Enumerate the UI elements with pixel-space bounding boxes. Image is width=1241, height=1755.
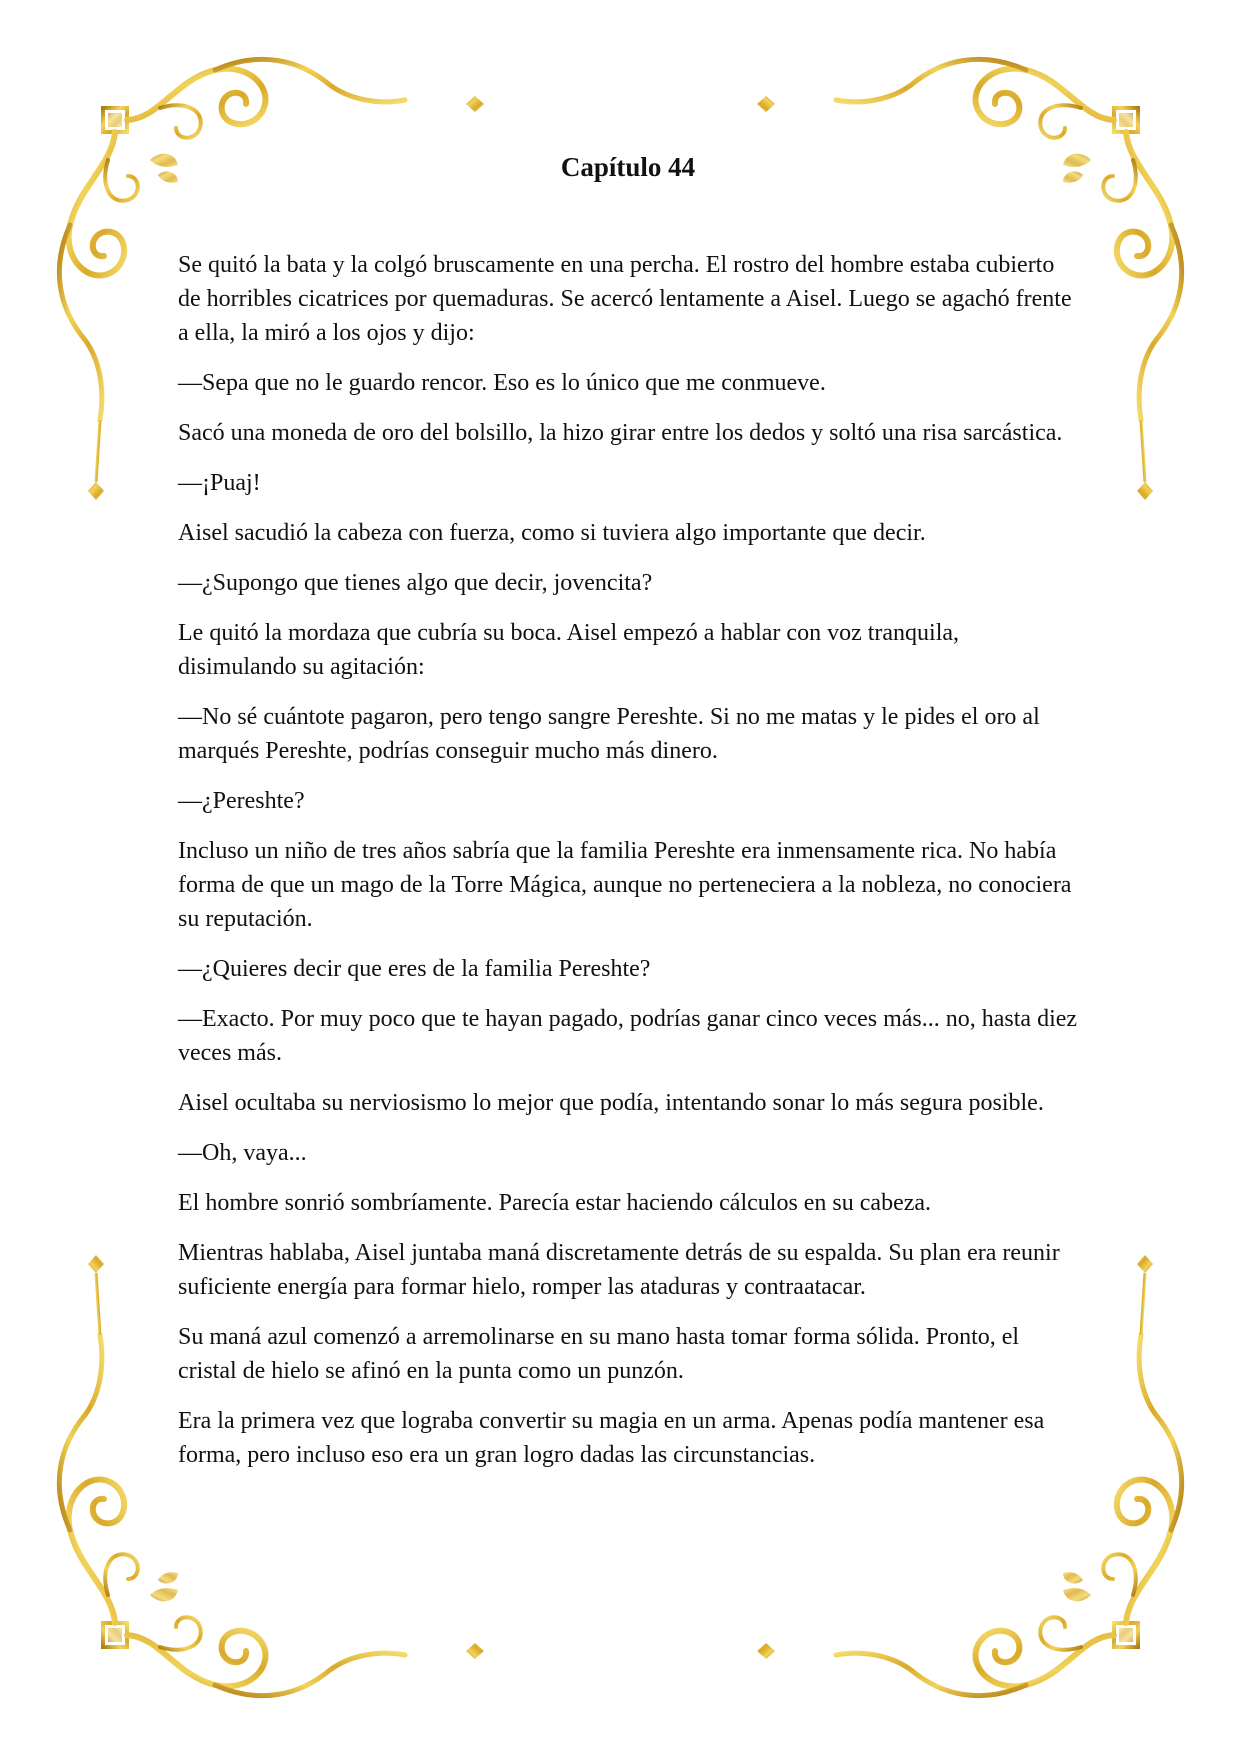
document-page xyxy=(178,150,1078,1488)
paragraph: Era la primera vez que lograba convertir su magia en un arma. Apenas podía mantener esa forma, pero incluso eso era un gran logro dadas las circunstancias. xyxy=(178,1408,1045,1468)
paragraph: Sacó una moneda de oro del bolsillo, la hizo girar entre los dedos y soltó una risa sarcástica. xyxy=(178,420,1063,446)
chapter-title: Capítulo 44 xyxy=(560,152,696,182)
paragraph: Le quitó la mordaza que cubría su boca. Aisel empezó a hablar con voz tranquila, disimulando su agitación: xyxy=(178,620,960,680)
paragraph: —¿Quieres decir que eres de la familia Pereshte? xyxy=(178,956,651,982)
paragraph: Mientras hablaba, Aisel juntaba maná discretamente detrás de su espalda. Su plan era reunir suficiente energía para formar hielo, romper las ataduras y contraatacar. xyxy=(178,1240,1060,1300)
paragraph: El hombre sonrió sombríamente. Parecía estar haciendo cálculos en su cabeza. xyxy=(178,1190,932,1216)
paragraph: —¿Pereshte? xyxy=(178,788,305,814)
paragraph: Se quitó la bata y la colgó bruscamente en una percha. El rostro del hombre estaba cubierto de horribles cicatrices por quemaduras. Se acercó lentamente a Aisel. Luego se agachó frente a ella, la miró a los ojos y dijo: xyxy=(178,252,1072,346)
paragraph: Incluso un niño de tres años sabría que la familia Pereshte era inmensamente rica. No había forma de que un mago de la Torre Mágica, aunque no perteneciera a la nobleza, no conociera su reputación. xyxy=(178,838,1072,932)
paragraph: Aisel ocultaba su nerviosismo lo mejor que podía, intentando sonar lo más segura posible. xyxy=(178,1090,1044,1116)
paragraph: —Sepa que no le guardo rencor. Eso es lo único que me conmueve. xyxy=(178,370,826,396)
paragraph: —Exacto. Por muy poco que te hayan pagado, podrías ganar cinco veces más... no, hasta diez veces más. xyxy=(178,1006,1078,1066)
paragraph: —Oh, vaya... xyxy=(178,1140,307,1166)
paragraph: —No sé cuántote pagaron, pero tengo sangre Pereshte. Si no me matas y le pides el oro al marqués Pereshte, podrías conseguir mucho más dinero. xyxy=(178,704,1040,764)
paragraph: —¡Puaj! xyxy=(178,470,261,496)
paragraph: Su maná azul comenzó a arremolinarse en su mano hasta tomar forma sólida. Pronto, el cristal de hielo se afinó en la punta como un punzón. xyxy=(178,1324,1020,1384)
paragraph: Aisel sacudió la cabeza con fuerza, como si tuviera algo importante que decir. xyxy=(178,520,926,546)
paragraph: —¿Supongo que tienes algo que decir, jovencita? xyxy=(178,570,653,596)
